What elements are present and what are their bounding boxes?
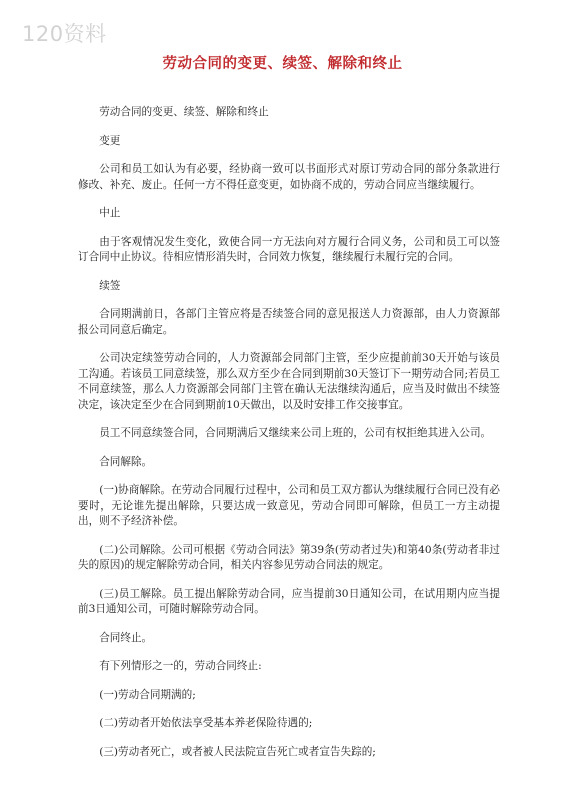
paragraph-renew-3: 员工不同意续签合同，合同期满后又继续来公司上班的，公司有权拒绝其进入公司。 — [99, 427, 492, 439]
list-item-terminate-2: (二)劳动者开始依法享受基本养老保险待遇的; — [99, 717, 313, 729]
list-item-terminate-3: (三)劳动者死亡，或者被人民法院宣告死亡或者宣告失踪的; — [99, 745, 376, 758]
section-heading-renew: 续签 — [99, 279, 121, 292]
section-heading-change: 变更 — [99, 134, 121, 147]
paragraph-renew-2: 公司决定续签劳动合同的，人力资源部会同部门主管，至少应提前前30天开始与该员工沟通。若该员工同意续签，那么双方至少在合同到期前30天签订下一期劳动合同;若员工不同意续签，那么人力资源部会同部门主管在确认无法继续沟通后，应当及时做出不续签决定，该决定至少在合同到期前10天做出，以及时安排工作交接事宜。 — [78, 352, 500, 411]
list-item-terminate-1: (一)劳动合同期满的; — [99, 688, 196, 701]
watermark-logo: 120资料 — [22, 22, 107, 46]
section-heading-dissolve: 合同解除。 — [99, 455, 153, 468]
document-title: 劳动合同的变更、续签、解除和终止 — [162, 55, 403, 72]
paragraph-renew-1: 合同期满前日，各部门主管应将是否续签合同的意见报送人力资源部，由人力资源部报公司同意后确定。 — [78, 308, 500, 336]
paragraph-dissolve-3: (三)员工解除。员工提出解除劳动合同，应当提前30日通知公司，在试用期内应当提前3日通知公司，可随时解除劳动合同。 — [78, 587, 500, 615]
paragraph-change: 公司和员工如认为有必要，经协商一致可以书面形式对原订劳动合同的部分条款进行修改、补充、废止。任何一方不得任意变更，如协商不成的，劳动合同应当继续履行。 — [78, 163, 500, 191]
paragraph-heading: 劳动合同的变更、续签、解除和终止 — [99, 106, 269, 118]
document-body — [78, 105, 500, 760]
section-heading-terminate: 合同终止。 — [99, 631, 153, 644]
paragraph-dissolve-2: (二)公司解除。公司可根据《劳动合同法》第39条(劳动者过失)和第40条(劳动者非过失的原因)的规定解除劳动合同，相关内容参见劳动合同法的规定。 — [78, 543, 500, 571]
section-heading-suspend: 中止 — [99, 207, 121, 219]
paragraph-suspend: 由于客观情况发生变化，致使合同一方无法向对方履行合同义务，公司和员工可以签订合同中止协议。待相应情形消失时，合同效力恢复，继续履行未履行完的合同。 — [78, 235, 500, 263]
paragraph-dissolve-1: (一)协商解除。在劳动合同履行过程中，公司和员工双方都认为继续履行合同已没有必要时，无论谁先提出解除，只要达成一致意见，劳动合同即可解除，但员工一方主动提出，则不予经济补偿。 — [78, 484, 500, 527]
paragraph-terminate-intro: 有下列情形之一的，劳动合同终止: — [99, 660, 262, 672]
